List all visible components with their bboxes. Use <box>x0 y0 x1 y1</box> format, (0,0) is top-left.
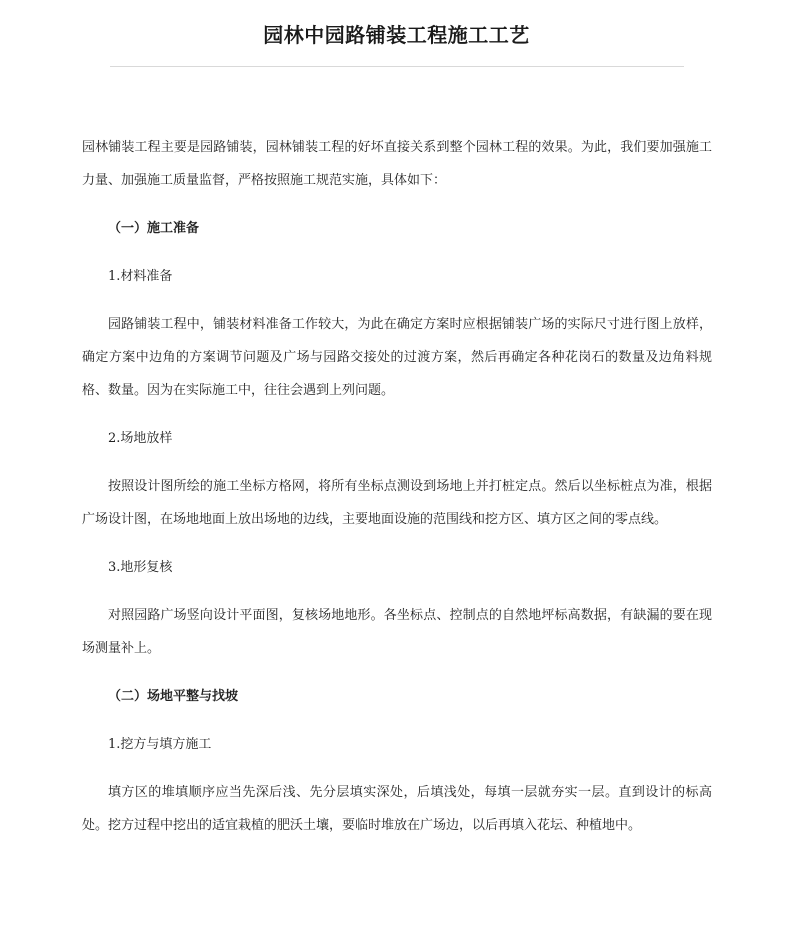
paragraph-site-layout: 按照设计图所绘的施工坐标方格网，将所有坐标点测设到场地上并打桩定点。然后以坐标桩点为准，根据广场设计图，在场地地面上放出场地的边线，主要地面设施的范围线和挖方区、填方区之间的零点线。 <box>82 479 712 527</box>
subheading-terrain-check: 3.地形复核 <box>108 560 173 575</box>
section-heading-preparation: （一）施工准备 <box>108 221 200 236</box>
section-heading-grading: （二）场地平整与找坡 <box>108 689 239 704</box>
paragraph-material-prep: 园路铺装工程中，铺装材料准备工作较大，为此在确定方案时应根据铺装广场的实际尺寸进行图上放样，确定方案中边角的方案调节问题及广场与园路交接处的过渡方案，然后再确定各种花岗石的数量及边角料规格、数量。因为在实际施工中，往往会遇到上列问题。 <box>82 317 712 398</box>
document-body <box>82 131 712 842</box>
document-title: 园林中园路铺装工程施工工艺 <box>263 23 530 47</box>
subheading-site-layout: 2.场地放样 <box>108 431 173 446</box>
paragraph-terrain-check: 对照园路广场竖向设计平面图，复核场地地形。各坐标点、控制点的自然地坪标高数据，有缺漏的要在现场测量补上。 <box>82 608 712 656</box>
intro-paragraph: 园林铺装工程主要是园路铺装，园林铺装工程的好坏直接关系到整个园林工程的效果。为此，我们要加强施工力量、加强施工质量监督，严格按照施工规范实施，具体如下： <box>82 140 712 188</box>
paragraph-cut-fill: 填方区的堆填顺序应当先深后浅、先分层填实深处，后填浅处，每填一层就夯实一层。直到设计的标高处。挖方过程中挖出的适宜栽植的肥沃土壤，要临时堆放在广场边，以后再填入花坛、种植地中。 <box>82 785 712 833</box>
subheading-cut-fill: 1.挖方与填方施工 <box>108 737 212 752</box>
subheading-material-prep: 1.材料准备 <box>108 269 173 284</box>
title-divider <box>110 66 684 67</box>
